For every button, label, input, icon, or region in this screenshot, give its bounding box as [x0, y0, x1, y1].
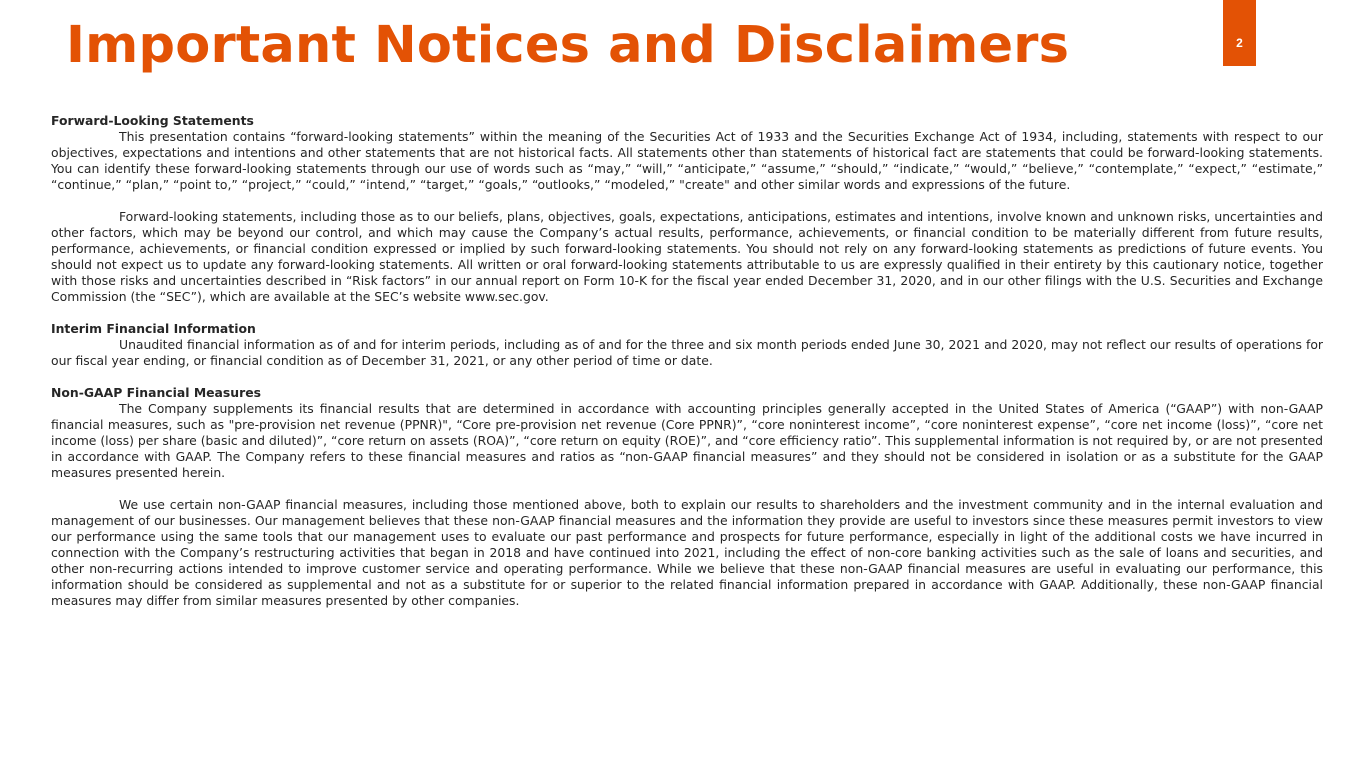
forward-looking-section	[51, 113, 1323, 305]
non-gaap-section	[51, 385, 1323, 609]
section-heading: Interim Financial Information	[51, 321, 256, 336]
paragraph: This presentation contains “forward-looking statements” within the meaning of the Securities Act of 1933 and the Securities Exchange Act of 1934, including, statements with respect to our objectives, expectations and intentions and other statements that are not historical facts. All statements other than statements of historical fact are statements that could be forward-looking statements. You can identify these forward-looking statements through our use of words such as “may,” “will,” “anticipate,” “assume,” “should,” “indicate,” “would,” “believe,” “contemplate,” “expect,” “estimate,” “continue,” “plan,” “point to,” “project,” “could,” “intend,” “target,” “goals,” “outlooks,” “modeled,” "create" and other similar words and expressions of the future.	[51, 129, 1323, 192]
section-heading: Forward-Looking Statements	[51, 113, 254, 128]
paragraph: Forward-looking statements, including those as to our beliefs, plans, objectives, goals, expectations, anticipations, estimates and intentions, involve known and unknown risks, uncertainties and other factors, which may be beyond our control, and which may cause the Company’s actual results, performance, achievements, or financial condition to be materially different from future results, performance, achievements, or financial condition expressed or implied by such forward-looking statements. You should not rely on any forward-looking statements as predictions of future events. You should not expect us to update any forward-looking statements. All written or oral forward-looking statements attributable to us are expressly qualified in their entirety by this cautionary notice, together with those risks and uncertainties described in “Risk factors” in our annual report on Form 10-K for the fiscal year ended December 31, 2020, and in our other filings with the U.S. Securities and Exchange Commission (the “SEC”), which are available at the SEC’s website www.sec.gov.	[51, 209, 1323, 304]
page-number-badge: 2	[1223, 0, 1256, 66]
disclaimer-body	[51, 113, 1323, 625]
interim-financial-section	[51, 321, 1323, 369]
page-title: Important Notices and Disclaimers	[66, 16, 1070, 75]
paragraph: We use certain non-GAAP financial measures, including those mentioned above, both to explain our results to shareholders and the investment community and in the internal evaluation and management of our businesses. Our management believes that these non-GAAP financial measures and the information they provide are useful to investors since these measures permit investors to view our performance using the same tools that our management uses to evaluate our past performance and prospects for future performance, especially in light of the additional costs we have incurred in connection with the Company’s restructuring activities that began in 2018 and have continued into 2021, including the effect of non-core banking activities such as the sale of loans and securities, and other non-recurring actions intended to improve customer service and operating performance. While we believe that these non-GAAP financial measures are useful in evaluating our performance, this information should be considered as supplemental and not as a substitute for or superior to the related financial information prepared in accordance with GAAP. Additionally, these non-GAAP financial measures may differ from similar measures presented by other companies.	[51, 497, 1323, 608]
paragraph: The Company supplements its financial results that are determined in accordance with accounting principles generally accepted in the United States of America (“GAAP”) with non-GAAP financial measures, such as "pre-provision net revenue (PPNR)", “Core pre-provision net revenue (Core PPNR)”, “core noninterest income”, “core noninterest expense”, “core net income (loss)”, “core net income (loss) per share (basic and diluted)”, “core return on assets (ROA)”, “core return on equity (ROE)”, and “core efficiency ratio”. This supplemental information is not required by, or are not presented in accordance with GAAP. The Company refers to these financial measures and ratios as “non-GAAP financial measures” and they should not be considered in isolation or as a substitute for the GAAP measures presented herein.	[51, 401, 1323, 480]
paragraph: Unaudited financial information as of and for interim periods, including as of and for the three and six month periods ended June 30, 2021 and 2020, may not reflect our results of operations for our fiscal year ending, or financial condition as of December 31, 2021, or any other period of time or date.	[51, 337, 1323, 368]
section-heading: Non-GAAP Financial Measures	[51, 385, 261, 400]
